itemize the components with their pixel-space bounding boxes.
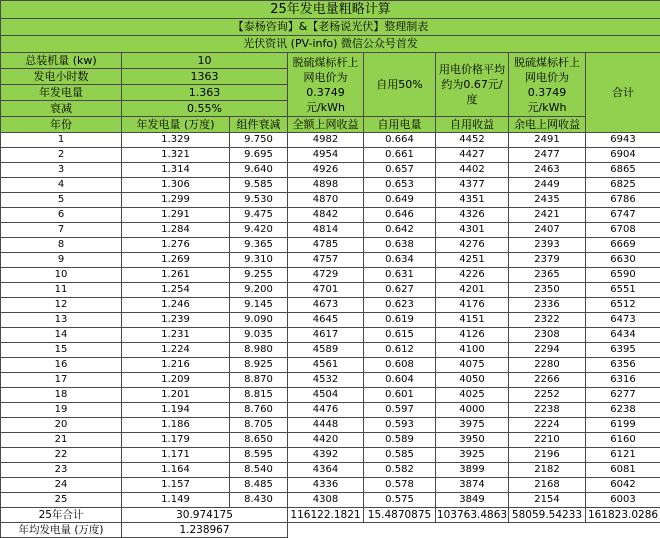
cell-decay: 9.255 [230, 268, 288, 283]
cell-total: 6160 [586, 433, 660, 448]
cell-annual: 1.209 [122, 373, 230, 388]
cell-surplus-income: 2238 [509, 403, 586, 418]
cell-decay: 9.475 [230, 208, 288, 223]
cell-decay: 9.530 [230, 193, 288, 208]
cell-self-kwh: 0.638 [364, 238, 436, 253]
cell-self-kwh: 0.578 [364, 478, 436, 493]
cell-decay: 8.540 [230, 463, 288, 478]
cell-total: 6356 [586, 358, 660, 373]
cell-grid-income: 4504 [288, 388, 364, 403]
cell-year: 8 [1, 238, 122, 253]
cell-decay: 8.870 [230, 373, 288, 388]
cell-total: 6121 [586, 448, 660, 463]
cell-annual: 1.201 [122, 388, 230, 403]
cell-total: 6473 [586, 313, 660, 328]
table-row [1, 478, 660, 493]
cell-total: 6434 [586, 328, 660, 343]
cell-surplus-income: 2379 [509, 253, 586, 268]
cell-annual: 1.194 [122, 403, 230, 418]
col-header-self-kwh: 自用电量 [364, 117, 436, 133]
subtitle-source: 光伏资讯 (PV-info) 微信公众号首发 [1, 36, 660, 53]
average-label: 年均发电量 (万度) [1, 523, 122, 538]
header-user-price: 用电价格平均约为0.67元/度 [436, 53, 509, 117]
col-header-surplus-income: 余电上网收益 [509, 117, 586, 133]
cell-self-income: 4301 [436, 223, 509, 238]
table-row [1, 253, 660, 268]
cell-total: 6238 [586, 403, 660, 418]
header-surplus-price: 脱硫煤标杆上网电价为0.3749元/kWh [509, 53, 586, 117]
cell-decay: 8.705 [230, 418, 288, 433]
totals-label: 25年合计 [1, 508, 122, 523]
cell-self-income: 4100 [436, 343, 509, 358]
param-label-decay: 衰减 [1, 101, 122, 117]
cell-annual: 1.246 [122, 298, 230, 313]
cell-self-kwh: 0.646 [364, 208, 436, 223]
cell-self-kwh: 0.664 [364, 133, 436, 148]
cell-grid-income: 4785 [288, 238, 364, 253]
cell-grid-income: 4757 [288, 253, 364, 268]
cell-annual: 1.171 [122, 448, 230, 463]
col-header-decay: 组件衰减 [230, 117, 288, 133]
param-value-annual: 1.363 [122, 85, 288, 101]
cell-decay: 9.145 [230, 298, 288, 313]
table-row [1, 493, 660, 508]
cell-annual: 1.254 [122, 283, 230, 298]
cell-decay: 9.750 [230, 133, 288, 148]
cell-annual: 1.186 [122, 418, 230, 433]
cell-total: 6825 [586, 178, 660, 193]
cell-surplus-income: 2393 [509, 238, 586, 253]
cell-year: 11 [1, 283, 122, 298]
cell-self-income: 4176 [436, 298, 509, 313]
year-rows [1, 133, 660, 508]
cell-annual: 1.329 [122, 133, 230, 148]
cell-self-income: 4151 [436, 313, 509, 328]
cell-surplus-income: 2421 [509, 208, 586, 223]
cell-year: 1 [1, 133, 122, 148]
cell-total: 6630 [586, 253, 660, 268]
cell-grid-income: 4617 [288, 328, 364, 343]
cell-year: 16 [1, 358, 122, 373]
table-row [1, 313, 660, 328]
cell-self-income: 4402 [436, 163, 509, 178]
cell-self-income: 4276 [436, 238, 509, 253]
cell-annual: 1.239 [122, 313, 230, 328]
cell-surplus-income: 2210 [509, 433, 586, 448]
cell-annual: 1.149 [122, 493, 230, 508]
cell-grid-income: 4870 [288, 193, 364, 208]
cell-self-income: 4226 [436, 268, 509, 283]
param-value-capacity: 10 [122, 53, 288, 69]
cell-self-income: 4452 [436, 133, 509, 148]
cell-total: 6512 [586, 298, 660, 313]
cell-self-income: 3874 [436, 478, 509, 493]
cell-annual: 1.224 [122, 343, 230, 358]
table-row [1, 343, 660, 358]
cell-year: 2 [1, 148, 122, 163]
cell-annual: 1.291 [122, 208, 230, 223]
cell-annual: 1.179 [122, 433, 230, 448]
cell-self-income: 3975 [436, 418, 509, 433]
cell-year: 6 [1, 208, 122, 223]
table-row [1, 163, 660, 178]
cell-total: 6747 [586, 208, 660, 223]
cell-grid-income: 4982 [288, 133, 364, 148]
cell-year: 23 [1, 463, 122, 478]
cell-total: 6081 [586, 463, 660, 478]
cell-decay: 8.815 [230, 388, 288, 403]
col-header-self-income: 自用收益 [436, 117, 509, 133]
cell-grid-income: 4842 [288, 208, 364, 223]
cell-year: 24 [1, 478, 122, 493]
cell-surplus-income: 2280 [509, 358, 586, 373]
cell-total: 6708 [586, 223, 660, 238]
cell-surplus-income: 2407 [509, 223, 586, 238]
col-header-grid-income: 全额上网收益 [288, 117, 364, 133]
header-self-use: 自用50% [364, 53, 436, 117]
cell-year: 25 [1, 493, 122, 508]
table-row [1, 208, 660, 223]
cell-self-kwh: 0.623 [364, 298, 436, 313]
cell-self-income: 4000 [436, 403, 509, 418]
cell-decay: 9.695 [230, 148, 288, 163]
cell-self-kwh: 0.585 [364, 448, 436, 463]
table-row [1, 148, 660, 163]
cell-annual: 1.306 [122, 178, 230, 193]
cell-self-income: 4050 [436, 373, 509, 388]
subtitle-credit: 【泰杨咨询】&【老杨说光伏】整理制表 [1, 19, 660, 36]
cell-total: 6199 [586, 418, 660, 433]
cell-self-income: 4201 [436, 283, 509, 298]
col-header-year: 年份 [1, 117, 122, 133]
col-header-annual: 年发电量 (万度) [122, 117, 230, 133]
cell-self-income: 3849 [436, 493, 509, 508]
table-row [1, 403, 660, 418]
cell-self-income: 4326 [436, 208, 509, 223]
cell-total: 6003 [586, 493, 660, 508]
totals-annual: 30.974175 [122, 508, 288, 523]
cell-year: 14 [1, 328, 122, 343]
cell-surplus-income: 2463 [509, 163, 586, 178]
cell-surplus-income: 2477 [509, 148, 586, 163]
cell-year: 12 [1, 298, 122, 313]
cell-self-kwh: 0.627 [364, 283, 436, 298]
cell-decay: 8.595 [230, 448, 288, 463]
cell-decay: 9.585 [230, 178, 288, 193]
cell-surplus-income: 2322 [509, 313, 586, 328]
cell-decay: 9.640 [230, 163, 288, 178]
cell-year: 20 [1, 418, 122, 433]
cell-decay: 8.760 [230, 403, 288, 418]
cell-decay: 9.035 [230, 328, 288, 343]
table-row [1, 373, 660, 388]
cell-self-kwh: 0.601 [364, 388, 436, 403]
table-row [1, 223, 660, 238]
cell-self-kwh: 0.661 [364, 148, 436, 163]
totals-grid-income: 116122.1821 [288, 508, 364, 523]
cell-self-kwh: 0.657 [364, 163, 436, 178]
cell-year: 21 [1, 433, 122, 448]
cell-annual: 1.276 [122, 238, 230, 253]
cell-year: 18 [1, 388, 122, 403]
cell-grid-income: 4589 [288, 343, 364, 358]
cell-self-income: 4351 [436, 193, 509, 208]
cell-annual: 1.231 [122, 328, 230, 343]
cell-grid-income: 4364 [288, 463, 364, 478]
cell-year: 19 [1, 403, 122, 418]
cell-grid-income: 4336 [288, 478, 364, 493]
cell-surplus-income: 2336 [509, 298, 586, 313]
cell-decay: 9.090 [230, 313, 288, 328]
cell-self-kwh: 0.615 [364, 328, 436, 343]
cell-grid-income: 4448 [288, 418, 364, 433]
cell-total: 6551 [586, 283, 660, 298]
cell-self-kwh: 0.642 [364, 223, 436, 238]
cell-self-kwh: 0.582 [364, 463, 436, 478]
table-row [1, 133, 660, 148]
cell-total: 6590 [586, 268, 660, 283]
cell-surplus-income: 2154 [509, 493, 586, 508]
table-row [1, 283, 660, 298]
cell-surplus-income: 2294 [509, 343, 586, 358]
cell-decay: 8.650 [230, 433, 288, 448]
cell-self-kwh: 0.612 [364, 343, 436, 358]
cell-total: 6904 [586, 148, 660, 163]
cell-year: 3 [1, 163, 122, 178]
cell-decay: 9.310 [230, 253, 288, 268]
cell-grid-income: 4561 [288, 358, 364, 373]
cell-decay: 9.420 [230, 223, 288, 238]
cell-annual: 1.157 [122, 478, 230, 493]
cell-year: 7 [1, 223, 122, 238]
cell-grid-income: 4392 [288, 448, 364, 463]
cell-grid-income: 4926 [288, 163, 364, 178]
cell-decay: 8.430 [230, 493, 288, 508]
param-value-hours: 1363 [122, 69, 288, 85]
cell-year: 13 [1, 313, 122, 328]
cell-grid-income: 4701 [288, 283, 364, 298]
cell-surplus-income: 2224 [509, 418, 586, 433]
cell-surplus-income: 2266 [509, 373, 586, 388]
cell-total: 6316 [586, 373, 660, 388]
cell-annual: 1.299 [122, 193, 230, 208]
cell-annual: 1.314 [122, 163, 230, 178]
cell-grid-income: 4954 [288, 148, 364, 163]
cell-decay: 9.200 [230, 283, 288, 298]
cell-grid-income: 4729 [288, 268, 364, 283]
cell-surplus-income: 2435 [509, 193, 586, 208]
cell-self-kwh: 0.597 [364, 403, 436, 418]
cell-year: 22 [1, 448, 122, 463]
cell-grid-income: 4673 [288, 298, 364, 313]
cell-grid-income: 4814 [288, 223, 364, 238]
table-row [1, 433, 660, 448]
table-row [1, 388, 660, 403]
cell-total: 6865 [586, 163, 660, 178]
table-row [1, 448, 660, 463]
cell-self-kwh: 0.589 [364, 433, 436, 448]
cell-self-kwh: 0.634 [364, 253, 436, 268]
cell-grid-income: 4420 [288, 433, 364, 448]
cell-self-kwh: 0.593 [364, 418, 436, 433]
cell-self-kwh: 0.608 [364, 358, 436, 373]
cell-self-kwh: 0.604 [364, 373, 436, 388]
cell-total: 6669 [586, 238, 660, 253]
cell-total: 6943 [586, 133, 660, 148]
cell-annual: 1.269 [122, 253, 230, 268]
cell-surplus-income: 2365 [509, 268, 586, 283]
cell-year: 5 [1, 193, 122, 208]
cell-self-kwh: 0.575 [364, 493, 436, 508]
cell-year: 9 [1, 253, 122, 268]
cell-year: 15 [1, 343, 122, 358]
cell-total: 6277 [586, 388, 660, 403]
cell-year: 10 [1, 268, 122, 283]
cell-annual: 1.261 [122, 268, 230, 283]
cell-grid-income: 4645 [288, 313, 364, 328]
cell-total: 6395 [586, 343, 660, 358]
table-row [1, 358, 660, 373]
table-row [1, 193, 660, 208]
cell-surplus-income: 2182 [509, 463, 586, 478]
totals-total: 161823.0286 [586, 508, 660, 523]
cell-decay: 8.485 [230, 478, 288, 493]
cell-self-income: 4075 [436, 358, 509, 373]
cell-self-income: 4377 [436, 178, 509, 193]
table-row [1, 463, 660, 478]
table-row [1, 178, 660, 193]
cell-self-income: 4025 [436, 388, 509, 403]
totals-surplus-income: 58059.54233 [509, 508, 586, 523]
cell-self-kwh: 0.619 [364, 313, 436, 328]
table-row [1, 298, 660, 313]
header-total: 合计 [586, 53, 660, 133]
cell-annual: 1.321 [122, 148, 230, 163]
header-grid-price: 脱硫煤标杆上网电价为0.3749元/kWh [288, 53, 364, 117]
cell-surplus-income: 2252 [509, 388, 586, 403]
cell-year: 4 [1, 178, 122, 193]
param-label-capacity: 总装机量 (kw) [1, 53, 122, 69]
cell-decay: 9.365 [230, 238, 288, 253]
table-row [1, 418, 660, 433]
param-label-hours: 发电小时数 [1, 69, 122, 85]
param-value-decay: 0.55% [122, 101, 288, 117]
cell-self-income: 4251 [436, 253, 509, 268]
table-row [1, 268, 660, 283]
cell-annual: 1.284 [122, 223, 230, 238]
cell-annual: 1.164 [122, 463, 230, 478]
cell-surplus-income: 2168 [509, 478, 586, 493]
blank-area [288, 523, 660, 538]
cell-surplus-income: 2449 [509, 178, 586, 193]
cell-total: 6786 [586, 193, 660, 208]
cell-grid-income: 4476 [288, 403, 364, 418]
cell-grid-income: 4898 [288, 178, 364, 193]
cell-decay: 8.980 [230, 343, 288, 358]
cell-total: 6042 [586, 478, 660, 493]
totals-self-kwh: 15.4870875 [364, 508, 436, 523]
cell-self-income: 3925 [436, 448, 509, 463]
cell-self-income: 3950 [436, 433, 509, 448]
cell-self-kwh: 0.649 [364, 193, 436, 208]
average-value: 1.238967 [122, 523, 288, 538]
cell-grid-income: 4308 [288, 493, 364, 508]
cell-surplus-income: 2491 [509, 133, 586, 148]
page-title: 25年发电量粗略计算 [1, 1, 660, 19]
totals-self-income: 103763.4863 [436, 508, 509, 523]
cell-decay: 8.925 [230, 358, 288, 373]
cell-surplus-income: 2308 [509, 328, 586, 343]
cell-annual: 1.216 [122, 358, 230, 373]
cell-surplus-income: 2196 [509, 448, 586, 463]
cell-self-income: 3899 [436, 463, 509, 478]
cell-surplus-income: 2350 [509, 283, 586, 298]
table-row [1, 328, 660, 343]
cell-self-income: 4126 [436, 328, 509, 343]
cell-self-income: 4427 [436, 148, 509, 163]
cell-self-kwh: 0.653 [364, 178, 436, 193]
table-row [1, 238, 660, 253]
cell-self-kwh: 0.631 [364, 268, 436, 283]
cell-year: 17 [1, 373, 122, 388]
cell-grid-income: 4532 [288, 373, 364, 388]
param-label-annual: 年发电量 [1, 85, 122, 101]
